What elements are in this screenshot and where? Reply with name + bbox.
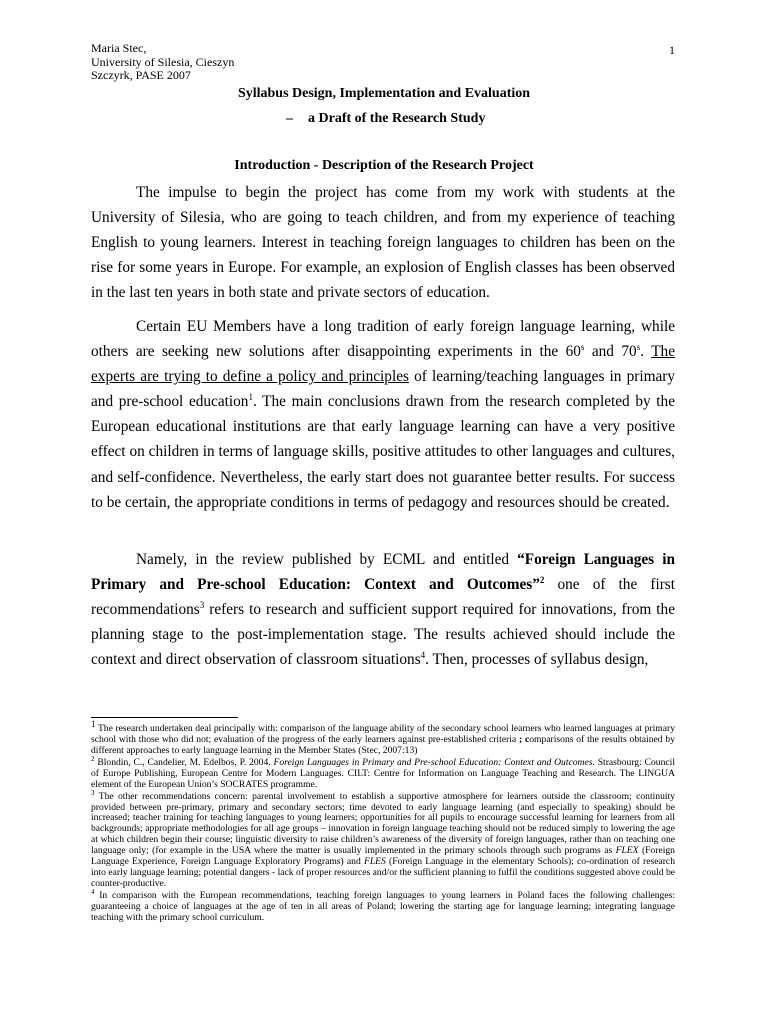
footnote-text: ; c [516, 734, 530, 746]
paragraph-2 [91, 314, 675, 515]
paragraph-text: Namely, in the review published by ECML and entitled [136, 551, 518, 568]
paragraph-text: Certain EU Members have a long tradition of early foreign language learning, while others are seeking new solutions after disappointing experiments in the 60 [91, 318, 675, 361]
footnote-text: Strasbourg: Council of Europe Publishing, European Centre for Modern Languages. CILT: Centre for Information on Language Teaching and Research. The LINGUA element of the European Union’s SOCRATES programme. [91, 756, 675, 790]
paragraph-3 [91, 547, 675, 672]
footnote-separator [91, 717, 238, 718]
footnote-text: Blondin, C., Candelier, M. Edelbos, P. 2004. [94, 756, 274, 768]
footnote-text: The other recommendations concern: parental involvement to establish a supportive atmosphere for learners outside the classroom; continuity provided between pre-primary, primary and secondary sectors; time devoted to early language learning (and especially to speaking) should be increased; teacher training for teaching languages to young learners; opportunities for all pupils to encourage successful learning for learners from all backgrounds; appropriate methodologies for all age groups – innovation in foreign language teaching should not be reduced simply to lowering the age at which children begin their course; linguistic diversity to raise children’s awareness of the diversity of foreign languages, rather than on teaching one language only; (for example in the USA where the matter is usually implemented in the primary schools through such programs as [91, 790, 675, 857]
footnote-3 [91, 788, 675, 890]
footnote-text: omparisons of the results obtained by different approaches to early language learning in the Member States (Stec, 2007:13) [91, 734, 675, 756]
footnote-marker: 3 [91, 788, 95, 797]
author-affiliation: University of Silesia, Cieszyn [91, 54, 235, 69]
program-name: FLES [363, 856, 386, 868]
footnote-text: In comparison with the European recommendations, teaching foreign languages to young learners in Poland faces the following challenges: guaranteeing a choice of languages at the age of ten in all areas of Poland; lowering the starting age for language learning; integrating language teaching with the primary school curriculum. [91, 889, 675, 923]
underlined-text: The experts are trying to define a policy and principles [91, 343, 675, 386]
program-name: FLEX [615, 845, 639, 857]
footnote-text: (Foreign Language Experience, Foreign Language Exploratory Programs) and [91, 845, 675, 868]
event-line: Szczyrk, PASE 2007 [91, 68, 191, 82]
footnote-ref-3: 3 [199, 600, 205, 611]
superscript: s [636, 342, 641, 352]
footnote-2 [91, 754, 675, 791]
document-title: Syllabus Design, Implementation and Evaluation [237, 86, 531, 101]
author-name: Maria Stec, [91, 41, 147, 55]
paragraph-text: . Then, processes of syllabus design, [425, 651, 649, 669]
paragraph-text: one of the first recommendations [91, 576, 675, 619]
footnotes-section [91, 719, 675, 925]
publication-title: “Foreign Languages in Primary and Pre-school Education: Context and Outcomes” [91, 551, 676, 594]
footnote-4 [91, 887, 675, 924]
paragraph-text: of learning/teaching languages in primary and pre-school education [91, 368, 675, 411]
footnote-text: (Foreign Language in the elementary Schools); co-ordination of research into early language learning; potential dangers - lack of proper resources and/or the sufficient planning to fulfil the conditions suggested above could be counter-productive. [91, 856, 675, 889]
footnote-ref-4: 4 [420, 650, 426, 661]
document-subtitle [286, 111, 485, 127]
document-header [91, 42, 234, 83]
paragraph-text: and 70 [584, 343, 637, 361]
footnote-text: The research undertaken deal principally with: comparison of the language ability of the secondary school learners who learned languages at primary school with those who did not; evaluation of the progress of the early learners against pre-established criteria [91, 723, 675, 746]
footnote-marker: 1 [91, 719, 96, 729]
subtitle-dash: – [286, 111, 293, 126]
footnote-1 [91, 719, 675, 757]
footnote-ref-2: 2 [539, 575, 545, 585]
subtitle-text: a Draft of the Research Study [308, 111, 486, 126]
section-heading: Introduction - Description of the Research Project [234, 158, 534, 173]
citation-title: Foreign Languages in Primary and Pre-school Education: Context and Outcomes. [273, 756, 595, 768]
paragraph-1: The impulse to begin the project has come from my work with students at the University of Silesia, who are going to teach children, and from my experience of teaching English to young learners. Interest in teaching foreign languages to children has been on the rise for some years in Europe. For example, an explosion of English classes has been observed in the last ten years in both state and private sectors of education. [91, 184, 675, 302]
paragraph-text: . [640, 343, 652, 361]
page-number: 1 [669, 43, 675, 57]
paragraph-text: . The main conclusions drawn from the research completed by the European educational institutions are that early language learning can have a very positive effect on children in terms of language skills, positive attitudes to other languages and cultures, and self-confidence. Nevertheless, the early start does not guarantee better results. For success to be certain, the appropriate conditions in terms of pedagogy and resources should be created. [91, 393, 675, 511]
footnote-ref-1: 1 [248, 392, 253, 403]
footnote-marker: 4 [91, 887, 95, 896]
paragraph-text: refers to research and sufficient support required for innovations, from the planning stage to the post-implementation stage. The results achieved should include the context and direct observation of classroom situations [91, 601, 675, 669]
footnote-marker: 2 [91, 754, 95, 763]
superscript: s [580, 342, 585, 352]
